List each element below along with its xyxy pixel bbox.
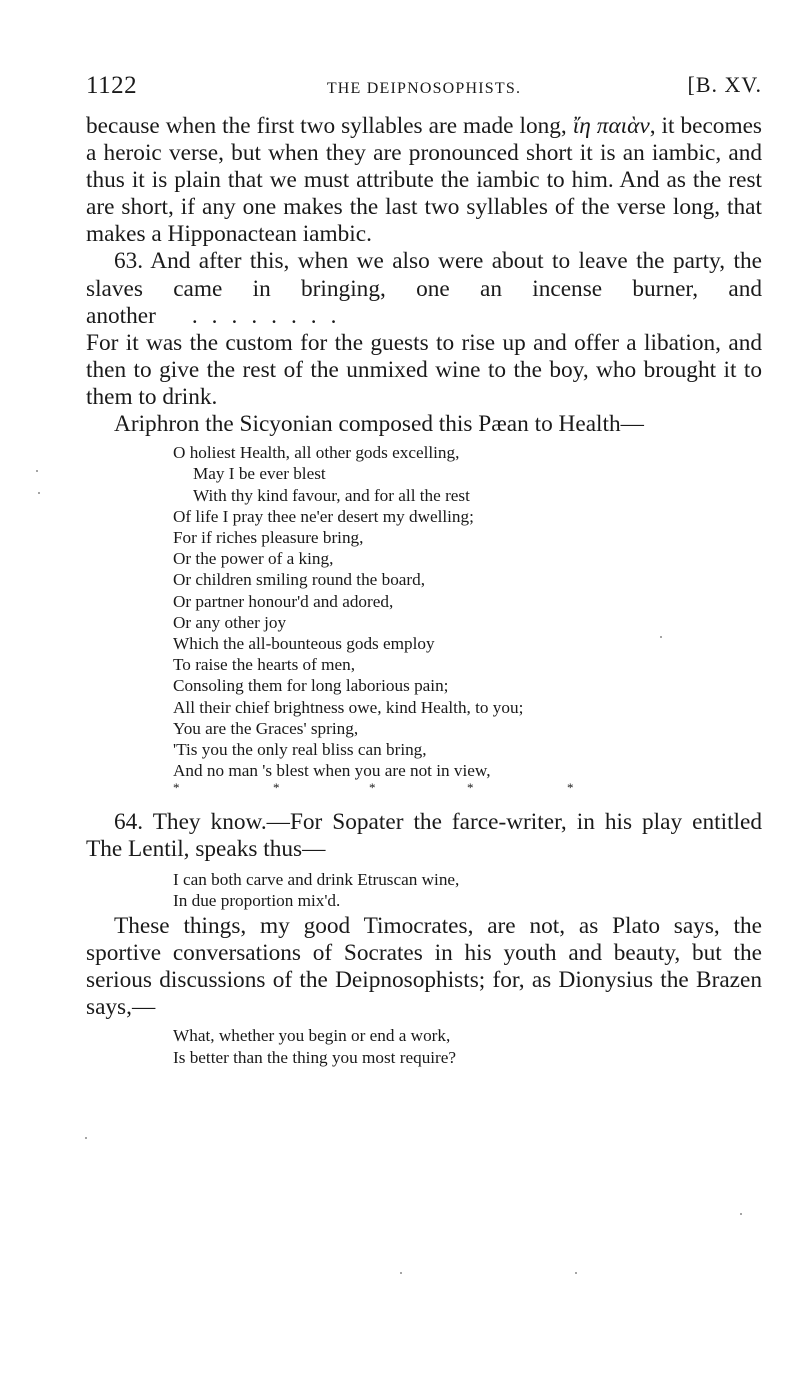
verse-line: May I be ever blest [193, 464, 326, 484]
verse-line: With thy kind favour, and for all the rest [193, 485, 470, 505]
lacuna-dots: ........ [191, 302, 351, 329]
asterisk: * [369, 780, 376, 796]
verse-line: Which the all-bounteous gods employ [173, 633, 435, 653]
verse-line: Or partner honour'd and adored, [173, 591, 394, 611]
verse-line: What, whether you begin or end a work, [173, 1026, 451, 1046]
page-number: 1122 [86, 72, 138, 99]
page-header [86, 72, 762, 104]
sopater-quote [173, 869, 762, 911]
paragraph-63 [86, 248, 762, 329]
verse-line: All their chief brightness owe, kind Health, to you; [173, 697, 524, 717]
body-text [86, 113, 762, 1068]
asterisk-row [173, 781, 762, 795]
verse-line: Or any other joy [173, 612, 287, 632]
book-reference: [B. XV. [687, 72, 762, 97]
verse-line: In due proportion mix'd. [173, 890, 341, 910]
verse-line: For if riches pleasure bring, [173, 527, 364, 547]
verse-line: And no man 's blest when you are not in view, [173, 761, 491, 781]
paragraph-timocrates: These things, my good Timocrates, are not, as Plato says, the sportive conversations of Socrates in his youth and beauty, but the serious discussions of the Deipnosophists; for, as Dionysius the Brazen says,— [86, 912, 762, 1021]
paragraph-text: 63. And after this, when we also were about to leave the party, the slaves came in bringing, one an incense burner, and another [86, 248, 762, 329]
running-title: THE DEIPNOSOPHISTS. [326, 80, 522, 97]
asterisk: * [173, 780, 180, 796]
paragraph-text: , it becomes a heroic verse, but when they are pronounced short it is an iambic, and thus it is plain that we must attribute the iambic to him. And as the rest are short, if any one makes the last two syllables of the verse long, that makes a Hipponactean iambic. [86, 113, 762, 248]
verse-line: Consoling them for long laborious pain; [173, 676, 449, 696]
asterisk: * [467, 780, 474, 796]
greek-phrase: ἴη παιὰν [572, 113, 650, 139]
asterisk: * [273, 780, 280, 796]
verse-line: Is better than the thing you most require? [173, 1047, 457, 1067]
verse-line: Or the power of a king, [173, 549, 334, 569]
verse-line: Or children smiling round the board, [173, 570, 426, 590]
dionysius-quote [173, 1025, 762, 1067]
paean-to-health [173, 442, 762, 795]
paragraph-text: because when the first two syllables are made long, [86, 113, 573, 139]
asterisk: * [567, 780, 574, 796]
verse-line: You are the Graces' spring, [173, 718, 359, 738]
verse-line: I can both carve and drink Etruscan wine, [173, 869, 460, 889]
paragraph-ariphron: Ariphron the Sicyonian composed this Pæan to Health— [114, 411, 644, 438]
paragraph-custom: For it was the custom for the guests to rise up and offer a libation, and then to give the rest of the unmixed wine to the boy, who brought it to them to drink. [86, 329, 762, 410]
paragraph-64: 64. They know.—For Sopater the farce-writer, in his play entitled The Lentil, speaks thus— [86, 809, 762, 863]
verse-line: 'Tis you the only real bliss can bring, [173, 739, 427, 759]
verse-line: Of life I pray thee ne'er desert my dwelling; [173, 506, 474, 526]
paragraph-continued [86, 113, 762, 248]
verse-line: O holiest Health, all other gods excelling, [173, 443, 460, 463]
verse-line: To raise the hearts of men, [173, 655, 356, 675]
